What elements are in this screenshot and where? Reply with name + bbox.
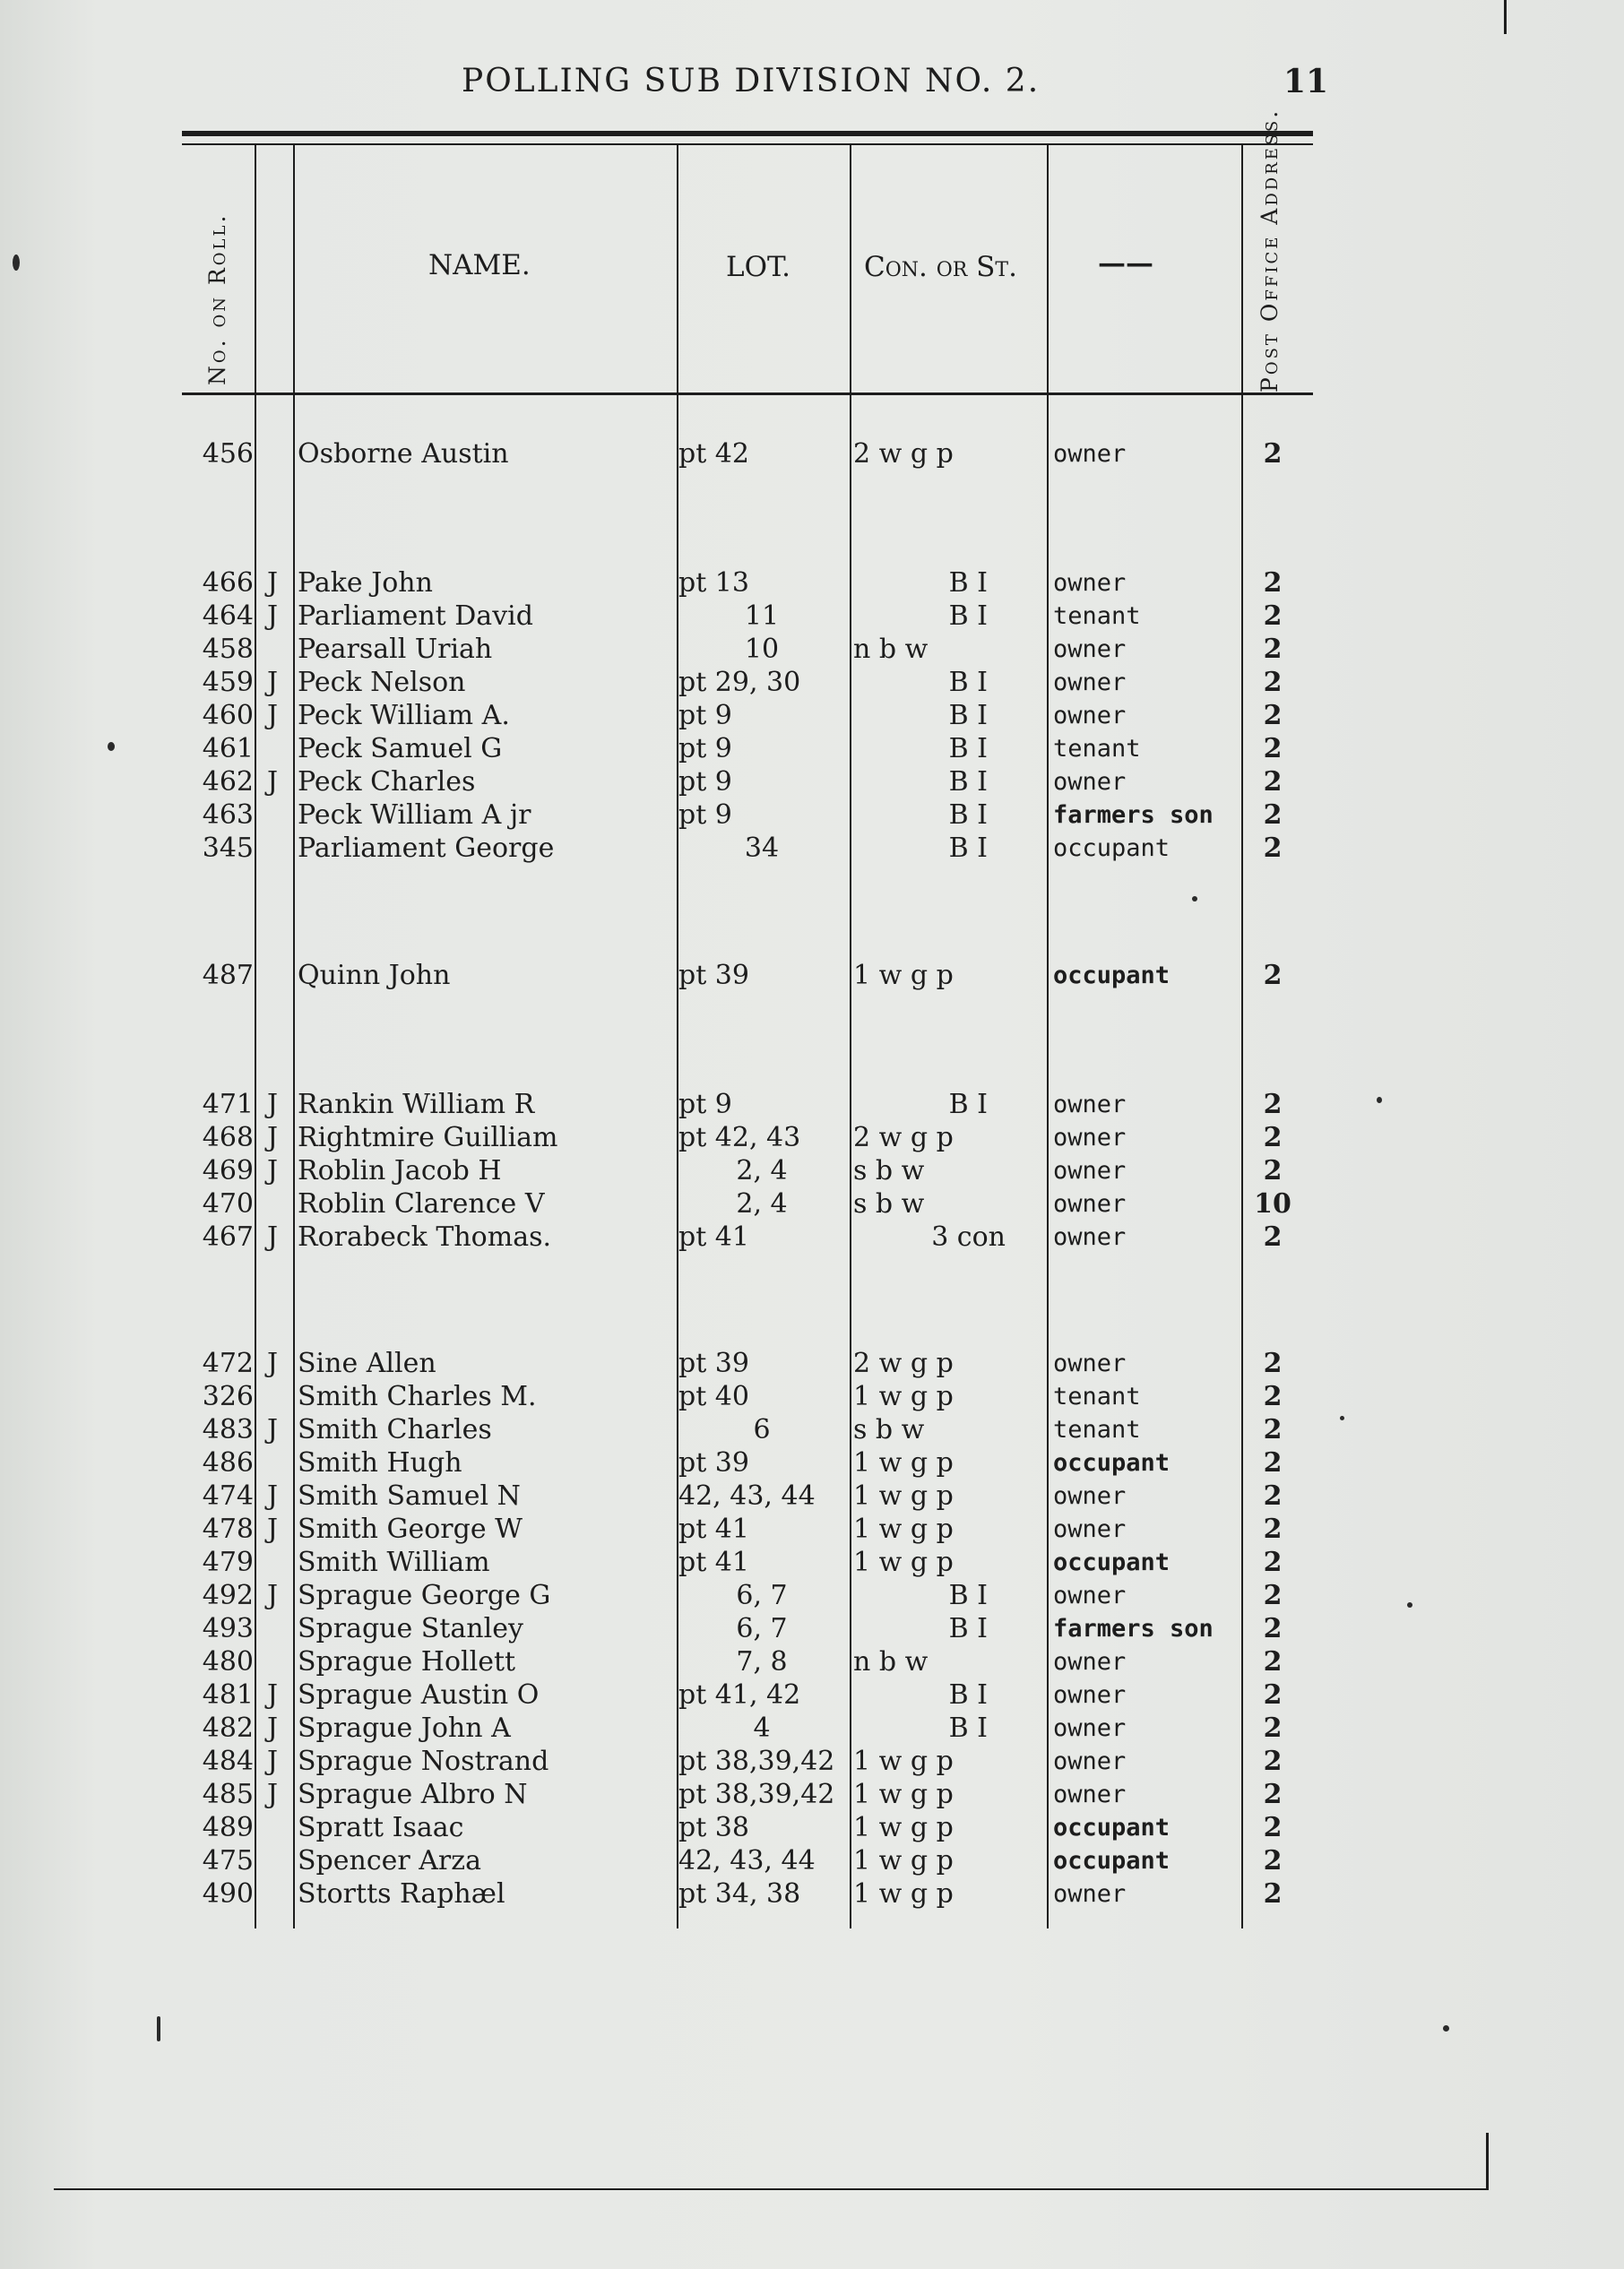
ink-speck <box>1377 1097 1382 1103</box>
post-office: 2 <box>1263 1414 1283 1445</box>
status: tenant <box>1053 1416 1141 1444</box>
ink-speck <box>1340 1416 1344 1420</box>
concession: B I <box>948 1613 988 1644</box>
header-bottom-rule <box>182 393 1313 395</box>
roll-number: 464 <box>202 600 254 632</box>
concession: B I <box>948 1679 988 1711</box>
concession: 1 w g p <box>853 1480 954 1512</box>
ink-speck <box>1192 896 1197 902</box>
status: owner <box>1053 702 1127 729</box>
juror-mark: J <box>267 567 279 599</box>
lot: pt 39 <box>678 1348 749 1379</box>
lot: pt 41 <box>678 1514 749 1545</box>
ink-speck <box>1407 1602 1412 1608</box>
roll-number: 469 <box>202 1155 254 1186</box>
status: owner <box>1053 1781 1127 1808</box>
status: owner <box>1053 440 1127 468</box>
voter-name: Smith Samuel N <box>298 1480 521 1512</box>
post-office: 2 <box>1263 833 1283 864</box>
voter-name: Sprague Stanley <box>298 1613 523 1644</box>
voter-name: Spratt Isaac <box>298 1812 464 1843</box>
list-item <box>0 1154 1624 1188</box>
roll-number: 483 <box>202 1414 254 1445</box>
lot: 11 <box>744 600 780 632</box>
status: owner <box>1053 635 1127 663</box>
lot: pt 38 <box>678 1812 749 1843</box>
roll-number: 485 <box>202 1779 254 1810</box>
concession: B I <box>948 733 988 764</box>
lot: 2, 4 <box>736 1188 788 1220</box>
status: owner <box>1053 1223 1127 1251</box>
status: occupant <box>1053 1814 1170 1842</box>
post-office: 2 <box>1263 1155 1283 1186</box>
status: occupant <box>1053 1449 1170 1477</box>
juror-mark: J <box>267 1779 279 1810</box>
status: owner <box>1053 1515 1127 1543</box>
post-office: 2 <box>1263 567 1283 599</box>
lot: 42, 43, 44 <box>678 1845 816 1876</box>
lot: 10 <box>744 634 780 665</box>
voter-name: Peck William A. <box>298 700 510 731</box>
concession: B I <box>948 1713 988 1744</box>
lot: pt 9 <box>678 1089 732 1120</box>
list-item <box>0 1645 1624 1679</box>
concession: 1 w g p <box>853 1547 954 1578</box>
status: occupant <box>1053 1847 1170 1875</box>
roll-number: 326 <box>202 1381 254 1412</box>
list-item <box>0 1121 1624 1155</box>
header-con-or-st: Con. or St. <box>864 251 1017 283</box>
list-item <box>0 1678 1624 1713</box>
roll-number: 489 <box>202 1812 254 1843</box>
lot: 42, 43, 44 <box>678 1480 816 1512</box>
roll-number: 462 <box>202 766 254 798</box>
concession: n b w <box>853 1646 929 1678</box>
list-item <box>0 699 1624 733</box>
post-office: 2 <box>1263 600 1283 632</box>
roll-number: 461 <box>202 733 254 764</box>
concession: 1 w g p <box>853 1746 954 1777</box>
list-item <box>0 1745 1624 1779</box>
list-item <box>0 798 1624 833</box>
voter-name: Smith William <box>298 1547 490 1578</box>
status: owner <box>1053 768 1127 796</box>
voters-list <box>0 421 1624 1963</box>
status: owner <box>1053 1747 1127 1775</box>
status: owner <box>1053 1648 1127 1676</box>
header-no-on-roll: No. on Roll. <box>204 212 230 385</box>
right-margin-rule <box>1486 2133 1489 2190</box>
concession: B I <box>948 667 988 698</box>
status: farmers son <box>1053 801 1214 829</box>
voter-name: Sine Allen <box>298 1348 436 1379</box>
lot: pt 9 <box>678 799 732 831</box>
concession: s b w <box>853 1188 925 1220</box>
post-office: 2 <box>1263 667 1283 698</box>
post-office: 2 <box>1263 1779 1283 1810</box>
voter-name: Roblin Clarence V <box>298 1188 545 1220</box>
voter-name: Pearsall Uriah <box>298 634 493 665</box>
roll-number: 474 <box>202 1480 254 1512</box>
juror-mark: J <box>267 1089 279 1120</box>
lot: pt 41 <box>678 1221 749 1253</box>
list-item <box>0 1513 1624 1547</box>
page-edge-mark <box>1504 0 1507 34</box>
post-office: 2 <box>1263 700 1283 731</box>
list-item <box>0 1579 1624 1613</box>
list-item <box>0 732 1624 766</box>
post-office: 2 <box>1263 1845 1283 1876</box>
list-item <box>0 1844 1624 1878</box>
status: owner <box>1053 1124 1127 1152</box>
page-number: 11 <box>1283 63 1329 100</box>
post-office: 2 <box>1263 1480 1283 1512</box>
roll-number: 482 <box>202 1713 254 1744</box>
status: tenant <box>1053 1383 1141 1411</box>
list-item <box>0 666 1624 700</box>
voter-name: Sprague Hollett <box>298 1646 516 1678</box>
post-office: 2 <box>1263 766 1283 798</box>
lot: pt 39 <box>678 960 749 991</box>
voter-name: Sprague John A <box>298 1713 511 1744</box>
status: farmers son <box>1053 1615 1214 1643</box>
concession: 3 con <box>931 1221 1006 1253</box>
ink-speck <box>1443 2025 1449 2032</box>
lot: pt 9 <box>678 733 732 764</box>
list-item <box>0 1877 1624 1911</box>
list-item <box>0 437 1624 471</box>
concession: B I <box>948 833 988 864</box>
status: owner <box>1053 1582 1127 1609</box>
header-lot: LOT. <box>726 251 790 283</box>
post-office: 2 <box>1263 634 1283 665</box>
juror-mark: J <box>267 600 279 632</box>
lot: pt 39 <box>678 1447 749 1479</box>
roll-number: 472 <box>202 1348 254 1379</box>
list-item <box>0 765 1624 799</box>
roll-number: 486 <box>202 1447 254 1479</box>
concession: s b w <box>853 1155 925 1186</box>
concession: 1 w g p <box>853 1514 954 1545</box>
concession: B I <box>948 700 988 731</box>
post-office: 2 <box>1263 1580 1283 1611</box>
status: owner <box>1053 1350 1127 1377</box>
roll-number: 478 <box>202 1514 254 1545</box>
juror-mark: J <box>267 1122 279 1153</box>
roll-number: 480 <box>202 1646 254 1678</box>
voter-name: Spencer Arza <box>298 1845 481 1876</box>
bottom-rule <box>54 2188 1488 2190</box>
status: owner <box>1053 569 1127 597</box>
juror-mark: J <box>267 1514 279 1545</box>
lot: 34 <box>744 833 780 864</box>
juror-mark: J <box>267 1348 279 1379</box>
post-office: 2 <box>1263 1348 1283 1379</box>
concession: 1 w g p <box>853 1381 954 1412</box>
roll-number: 490 <box>202 1878 254 1910</box>
page-header <box>0 63 1624 116</box>
voter-name: Rorabeck Thomas. <box>298 1221 552 1253</box>
roll-number: 467 <box>202 1221 254 1253</box>
header-status-dash: —— <box>1098 247 1153 280</box>
lot: 7, 8 <box>736 1646 788 1678</box>
roll-number: 459 <box>202 667 254 698</box>
post-office: 2 <box>1263 1713 1283 1744</box>
voter-name: Sprague George G <box>298 1580 551 1611</box>
list-item <box>0 1221 1624 1255</box>
juror-mark: J <box>267 1221 279 1253</box>
concession: 1 w g p <box>853 1447 954 1479</box>
voter-name: Smith Charles M. <box>298 1381 537 1412</box>
post-office: 2 <box>1263 1381 1283 1412</box>
list-item <box>0 832 1624 866</box>
status: occupant <box>1053 962 1170 989</box>
juror-mark: J <box>267 1713 279 1744</box>
list-item <box>0 959 1624 993</box>
list-item <box>0 633 1624 667</box>
roll-number: 471 <box>202 1089 254 1120</box>
list-item <box>0 566 1624 600</box>
roll-number: 345 <box>202 833 254 864</box>
list-item <box>0 1187 1624 1221</box>
lot: pt 13 <box>678 567 749 599</box>
roll-number: 456 <box>202 438 254 470</box>
status: tenant <box>1053 602 1141 630</box>
lot: pt 40 <box>678 1381 749 1412</box>
list-item <box>0 600 1624 634</box>
roll-number: 492 <box>202 1580 254 1611</box>
status: owner <box>1053 1482 1127 1510</box>
voter-name: Peck Nelson <box>298 667 466 698</box>
post-office: 2 <box>1263 1746 1283 1777</box>
voter-name: Rightmire Guilliam <box>298 1122 558 1153</box>
voter-name: Smith George W <box>298 1514 523 1545</box>
concession: B I <box>948 799 988 831</box>
roll-number: 493 <box>202 1613 254 1644</box>
concession: 2 w g p <box>853 1348 954 1379</box>
lot: pt 9 <box>678 766 732 798</box>
voter-name: Smith Hugh <box>298 1447 462 1479</box>
roll-number: 458 <box>202 634 254 665</box>
lot: 4 <box>753 1713 771 1744</box>
list-item <box>0 1480 1624 1514</box>
voter-name: Osborne Austin <box>298 438 509 470</box>
concession: B I <box>948 600 988 632</box>
list-item <box>0 1778 1624 1812</box>
lot: pt 38,39,42 <box>678 1746 835 1777</box>
concession: 1 w g p <box>853 960 954 991</box>
concession: 1 w g p <box>853 1812 954 1843</box>
juror-mark: J <box>267 1155 279 1186</box>
roll-number: 487 <box>202 960 254 991</box>
voter-name: Pake John <box>298 567 433 599</box>
concession: B I <box>948 1089 988 1120</box>
post-office: 2 <box>1263 733 1283 764</box>
voter-name: Peck Samuel G <box>298 733 503 764</box>
voter-name: Sprague Nostrand <box>298 1746 549 1777</box>
juror-mark: J <box>267 1580 279 1611</box>
concession: B I <box>948 567 988 599</box>
post-office: 2 <box>1263 960 1283 991</box>
list-item <box>0 1347 1624 1381</box>
running-head: POLLING SUB DIVISION NO. 2. <box>462 63 1041 99</box>
lot: pt 34, 38 <box>678 1878 801 1910</box>
voter-name: Peck William A jr <box>298 799 531 831</box>
post-office: 2 <box>1263 1878 1283 1910</box>
lot: pt 41, 42 <box>678 1679 801 1711</box>
juror-mark: J <box>267 1480 279 1512</box>
juror-mark: J <box>267 1414 279 1445</box>
voter-name: Stortts Raphæl <box>298 1878 505 1910</box>
post-office: 2 <box>1263 1514 1283 1545</box>
post-office: 2 <box>1263 1221 1283 1253</box>
post-office: 2 <box>1263 799 1283 831</box>
status: owner <box>1053 1190 1127 1218</box>
list-item <box>0 1712 1624 1746</box>
concession: 1 w g p <box>853 1878 954 1910</box>
list-item <box>0 1446 1624 1480</box>
ink-speck <box>157 2016 160 2041</box>
lot: pt 41 <box>678 1547 749 1578</box>
concession: B I <box>948 766 988 798</box>
voter-name: Sprague Austin O <box>298 1679 540 1711</box>
lot: 6 <box>753 1414 771 1445</box>
status: occupant <box>1053 834 1170 862</box>
concession: n b w <box>853 634 929 665</box>
voter-name: Roblin Jacob H <box>298 1155 502 1186</box>
lot: pt 42 <box>678 438 749 470</box>
concession: 2 w g p <box>853 1122 954 1153</box>
roll-number: 460 <box>202 700 254 731</box>
roll-number: 479 <box>202 1547 254 1578</box>
voter-name: Smith Charles <box>298 1414 492 1445</box>
voter-name: Peck Charles <box>298 766 476 798</box>
voter-name: Sprague Albro N <box>298 1779 528 1810</box>
ink-speck <box>108 742 115 751</box>
voter-name: Parliament David <box>298 600 533 632</box>
status: owner <box>1053 669 1127 696</box>
juror-mark: J <box>267 1679 279 1711</box>
voter-name: Quinn John <box>298 960 451 991</box>
status: owner <box>1053 1091 1127 1118</box>
post-office: 2 <box>1263 1447 1283 1479</box>
lot: pt 29, 30 <box>678 667 801 698</box>
juror-mark: J <box>267 667 279 698</box>
list-item <box>0 1612 1624 1646</box>
list-item <box>0 1380 1624 1414</box>
post-office: 2 <box>1263 1089 1283 1120</box>
concession: 2 w g p <box>853 438 954 470</box>
roll-number: 470 <box>202 1188 254 1220</box>
roll-number: 466 <box>202 567 254 599</box>
juror-mark: J <box>267 1746 279 1777</box>
concession: 1 w g p <box>853 1779 954 1810</box>
roll-number: 463 <box>202 799 254 831</box>
status: occupant <box>1053 1549 1170 1576</box>
list-item <box>0 1546 1624 1580</box>
roll-number: 484 <box>202 1746 254 1777</box>
post-office: 2 <box>1263 1613 1283 1644</box>
concession: s b w <box>853 1414 925 1445</box>
roll-number: 475 <box>202 1845 254 1876</box>
ink-speck <box>13 255 20 271</box>
juror-mark: J <box>267 766 279 798</box>
juror-mark: J <box>267 700 279 731</box>
concession: 1 w g p <box>853 1845 954 1876</box>
status: owner <box>1053 1880 1127 1908</box>
top-rule-thick <box>182 131 1313 136</box>
list-item <box>0 1088 1624 1122</box>
post-office: 2 <box>1263 1812 1283 1843</box>
roll-number: 481 <box>202 1679 254 1711</box>
concession: B I <box>948 1580 988 1611</box>
lot: 6, 7 <box>736 1613 788 1644</box>
list-item <box>0 1413 1624 1447</box>
lot: 6, 7 <box>736 1580 788 1611</box>
post-office: 2 <box>1263 1547 1283 1578</box>
roll-number: 468 <box>202 1122 254 1153</box>
status: tenant <box>1053 735 1141 763</box>
status: owner <box>1053 1157 1127 1185</box>
post-office: 10 <box>1254 1188 1291 1220</box>
voter-name: Parliament George <box>298 833 555 864</box>
lot: pt 42, 43 <box>678 1122 801 1153</box>
lot: 2, 4 <box>736 1155 788 1186</box>
header-post-office-address: Post Office Address. <box>1257 108 1283 393</box>
post-office: 2 <box>1263 1679 1283 1711</box>
status: owner <box>1053 1714 1127 1742</box>
top-rule-thin <box>182 143 1313 145</box>
list-item <box>0 1811 1624 1845</box>
header-name: NAME. <box>428 249 531 281</box>
post-office: 2 <box>1263 1122 1283 1153</box>
lot: pt 9 <box>678 700 732 731</box>
voter-name: Rankin William R <box>298 1089 535 1120</box>
status: owner <box>1053 1681 1127 1709</box>
post-office: 2 <box>1263 1646 1283 1678</box>
post-office: 2 <box>1263 438 1283 470</box>
lot: pt 38,39,42 <box>678 1779 835 1810</box>
